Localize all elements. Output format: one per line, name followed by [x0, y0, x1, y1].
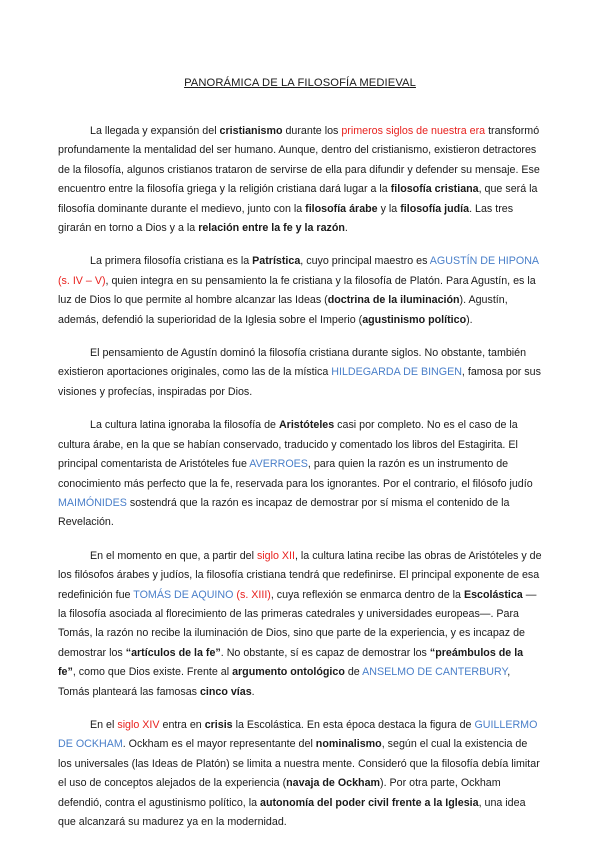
text-run: sostendrá que la razón es incapaz de demostrar por sí misma el contenido de la Revelación. — [58, 496, 510, 529]
key-term: filosofía árabe — [305, 202, 378, 215]
text-run: , quien integra en su pensamiento la fe cristiana y la filosofía de Platón. Para Agustín, es la luz de Dios lo que permite al hombre alcanzar las Ideas ( — [58, 274, 536, 307]
key-term: filosofía cristiana — [390, 183, 479, 196]
key-term: Patrística — [252, 255, 301, 268]
text-run: , una idea que alcanzará su madurez ya en la modernidad. — [58, 796, 526, 828]
author-name-highlight: AGUSTÍN DE HIPONA — [429, 255, 539, 268]
page-title: PANORÁMICA DE LA FILOSOFÍA MEDIEVAL — [184, 76, 416, 89]
text-run: . — [251, 685, 255, 698]
author-name-highlight: MAIMÓNIDES — [58, 496, 127, 509]
author-name-highlight: GUILLERMO DE OCKHAM — [58, 718, 538, 751]
text-run: En el — [90, 718, 118, 731]
key-term: Aristóteles — [278, 419, 335, 432]
text-run: , para quien la razón es un instrumento de conocimiento más perfecto que la fe, reservada para los ignorantes. Por el contrario, el filósofo judío — [58, 458, 533, 490]
key-term: filosofía judía — [400, 202, 470, 215]
key-term: doctrina de la iluminación — [327, 294, 460, 307]
text-run: transformó profundamente la mentalidad del ser humano. Aunque, dentro del cristianismo, existieron detractores de la filosofía, algunos cristianos trataron de servirse de ella para difundir y defender su mensaje. Ese encuentro entre la filosofía griega y la religión cristiana dará lugar a la — [58, 125, 540, 196]
text-run: durante los — [282, 125, 342, 137]
text-run: ). — [466, 313, 473, 326]
date-highlight: siglo XII — [256, 549, 295, 562]
text-run: , la cultura latina recibe las obras de Aristóteles y de los filósofos árabes y judíos, la filosofía cristiana tendrá que redefinirse. El principal exponente de esa redefinición fue — [58, 549, 542, 601]
date-highlight: (s. IV – V) — [58, 274, 106, 287]
text-run: ). Por otra parte, Ockham defendió, contra el agustinismo político, la — [58, 777, 501, 809]
key-term: cinco vías — [199, 685, 252, 698]
text-run: . No obstante, sí es capaz de demostrar los — [220, 646, 430, 659]
text-run: . Ockham es el mayor representante del — [122, 738, 316, 751]
text-run: casi por completo. No es el caso de la cultura árabe, en la que se habían conservado, traducido y comentado los libros del Estagirita. El principal comentarista de Aristóteles fue — [58, 419, 518, 471]
text-run: —la filosofía asociada al florecimiento de las primeras catedrales y universidades europeas—. Para Tomás, la razón no recibe la iluminación de Dios, sino que parte de la experiencia, y es incapaz de demostrar los — [58, 588, 537, 659]
text-run: de — [344, 666, 363, 679]
key-term: cristianismo — [219, 125, 283, 137]
document-body — [58, 122, 542, 846]
text-run: , cuya reflexión se enmarca dentro de la — [270, 588, 464, 601]
paragraph-hildegarda — [58, 344, 542, 402]
author-name-highlight: ANSELMO DE CANTERBURY — [362, 666, 508, 679]
key-term: nominalismo — [315, 738, 382, 751]
key-term: crisis — [204, 718, 233, 731]
text-run: , famosa por sus visiones y profecías, inspiradas por Dios. — [58, 366, 541, 398]
text-run: ). Agustín, además, defendió la superioridad de la Iglesia sobre el Imperio ( — [58, 294, 508, 326]
key-term: Escolástica — [463, 588, 523, 601]
text-run: , que será la filosofía dominante durante el medievo, junto con la — [58, 183, 538, 215]
text-run: . — [344, 222, 348, 235]
text-run: . Las tres girarán en torno a Dios y a la — [58, 202, 514, 235]
paragraph-escolastica-tomas — [58, 547, 542, 702]
key-term: “artículos de la fe” — [125, 646, 221, 659]
date-highlight: (s. XIII) — [236, 588, 271, 601]
author-name-highlight: AVERROES — [249, 458, 308, 471]
text-run: , según el cual la existencia de los universales (las Ideas de Platón) se limita a nuestra mente. Consideró que la filosofía debía limitar el uso de conceptos alejados de la experiencia ( — [58, 738, 540, 790]
key-term: argumento ontológico — [232, 666, 345, 679]
date-highlight: siglo XIV — [117, 718, 160, 731]
text-run: , Tomás planteará las famosas — [58, 666, 511, 698]
text-run: la Escolástica. En esta época destaca la figura de — [232, 718, 475, 731]
text-run: En el momento en que, a partir del — [90, 549, 257, 562]
paragraph-ockham — [58, 716, 542, 832]
key-term: autonomía del poder civil frente a la Iglesia — [260, 796, 479, 809]
author-name-highlight: HILDEGARDA DE BINGEN — [331, 366, 462, 379]
text-run: El pensamiento de Agustín dominó la filosofía cristiana durante siglos. No obstante, también existieron aportaciones originales, como las de la mística — [58, 347, 527, 379]
text-run: entra en — [159, 718, 205, 731]
key-term: relación entre la fe y la razón — [198, 222, 345, 235]
text-run: La primera filosofía cristiana es la — [90, 255, 253, 268]
text-run: , como que Dios existe. Frente al — [72, 666, 233, 679]
key-term: “preámbulos de la fe” — [58, 646, 524, 679]
key-term: navaja de Ockham — [286, 777, 381, 790]
paragraph-aristoteles-arabe — [58, 416, 542, 532]
paragraph-llegada-cristianismo — [58, 122, 542, 238]
paragraph-patristica-agustin — [58, 252, 542, 330]
text-run: La llegada y expansión del — [90, 125, 220, 137]
text-run: La cultura latina ignoraba la filosofía de — [90, 419, 279, 432]
text-run: , cuyo principal maestro es — [300, 255, 430, 268]
author-name-highlight: TOMÁS DE AQUINO — [133, 588, 234, 601]
text-run: y la — [377, 202, 401, 215]
key-term: agustinismo político — [362, 313, 467, 326]
date-highlight: primeros siglos de nuestra era — [341, 125, 486, 137]
